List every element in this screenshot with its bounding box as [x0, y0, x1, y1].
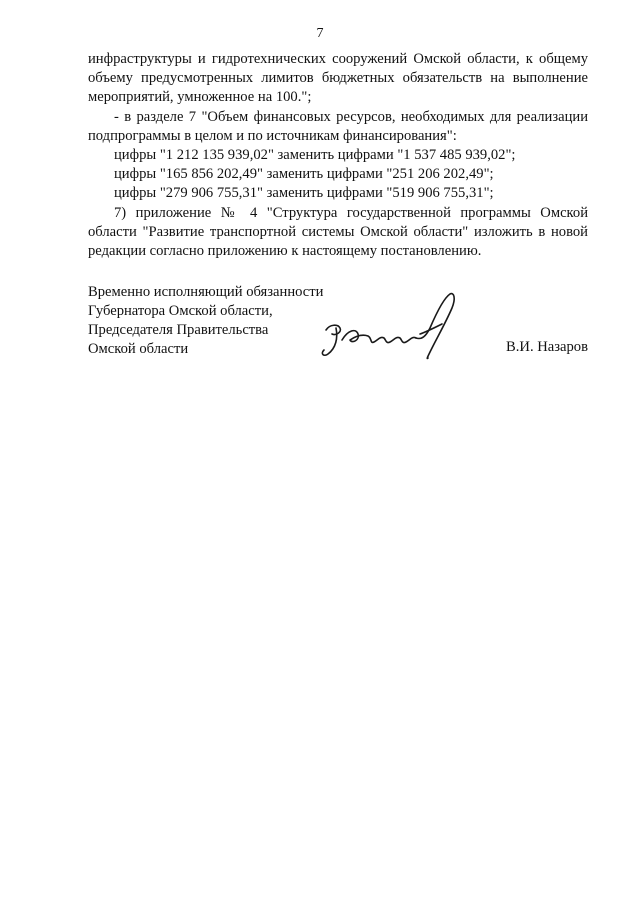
- page-number: 7: [316, 26, 324, 41]
- handwritten-signature: [316, 288, 466, 368]
- signer-title-line-4: Омской области: [88, 341, 189, 357]
- replacement-line-1: цифры "1 212 135 939,02" заменить цифрами "1 537 485 939,02";: [114, 147, 516, 164]
- paragraph-appendix-4: 7) приложение № 4 "Структура государственной программы Омской области "Развитие транспортной системы Омской области" изложить в новой редакции согласно приложению к настоящему постановлению.: [88, 204, 588, 260]
- signer-title-line-3: Председателя Правительства: [88, 322, 269, 338]
- signer-name: В.И. Назаров: [506, 339, 588, 355]
- signer-title: [88, 283, 323, 359]
- signer-title-line-2: Губернатора Омской области,: [88, 303, 273, 319]
- replacement-line-2: цифры "165 856 202,49" заменить цифрами "251 206 202,49";: [114, 166, 494, 183]
- paragraph-section-7: - в разделе 7 "Объем финансовых ресурсов, необходимых для реализации подпрограммы в целом и по источникам финансирования":: [88, 108, 588, 144]
- signature-block: [88, 283, 588, 363]
- replacement-line-3: цифры "279 906 755,31" заменить цифрами "519 906 755,31";: [114, 185, 494, 202]
- document-body: [88, 50, 588, 261]
- signer-title-line-1: Временно исполняющий обязанности: [88, 284, 324, 300]
- paragraph-continuation: инфраструктуры и гидротехнических сооружений Омской области, к общему объему предусмотренных лимитов бюджетных обязательств на выполнение мероприятий, умноженное на 100.";: [88, 51, 588, 106]
